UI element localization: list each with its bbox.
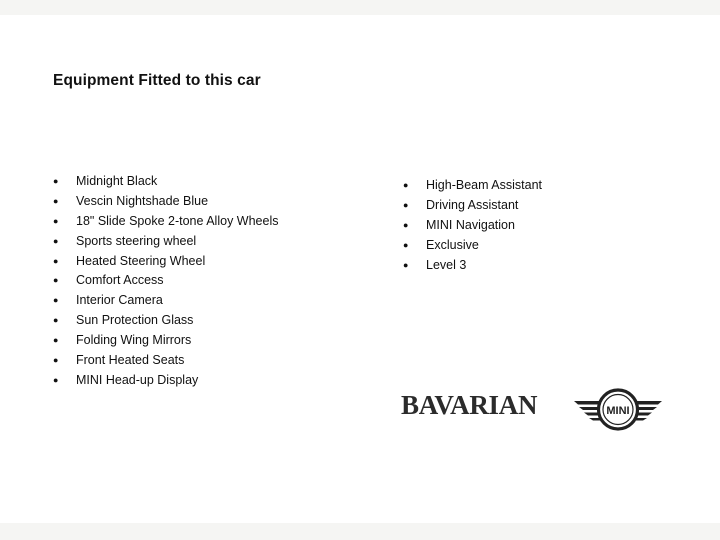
list-item-label: 18" Slide Spoke 2-tone Alloy Wheels <box>76 213 279 228</box>
list-item <box>53 252 278 272</box>
list-item-label: Midnight Black <box>76 174 158 188</box>
list-item-label: MINI Navigation <box>426 217 515 232</box>
list-item <box>403 196 542 216</box>
list-item <box>403 256 542 276</box>
list-item-label: Comfort Access <box>76 273 164 288</box>
list-item <box>53 271 278 291</box>
list-item-label: MINI Head-up Display <box>76 372 199 387</box>
bullet-icon: ● <box>53 235 59 246</box>
list-item <box>53 311 278 331</box>
list-item-label: High-Beam Assistant <box>426 178 543 192</box>
bullet-icon: ● <box>403 199 409 210</box>
list-item-label: Driving Assistant <box>426 197 519 212</box>
list-item-label: Level 3 <box>426 257 467 272</box>
page-title: Equipment Fitted to this car <box>53 72 261 89</box>
document-page <box>0 15 720 523</box>
bullet-icon: ● <box>53 195 59 206</box>
mini-logo-text: MINI <box>606 405 630 417</box>
bullet-icon: ● <box>53 335 59 346</box>
list-item <box>403 216 542 236</box>
mini-logo-icon <box>572 387 664 431</box>
list-item <box>403 236 542 256</box>
list-item <box>53 371 278 391</box>
list-item <box>53 331 278 351</box>
list-item-label: Exclusive <box>426 237 479 252</box>
bullet-icon: ● <box>53 176 59 186</box>
list-item-label: Heated Steering Wheel <box>76 253 206 268</box>
bullet-icon: ● <box>53 355 59 366</box>
equipment-list-left <box>53 172 278 391</box>
bullet-icon: ● <box>53 275 59 286</box>
list-item-label: Sports steering wheel <box>76 233 197 248</box>
equipment-list-right <box>403 176 542 275</box>
bullet-icon: ● <box>403 180 409 190</box>
list-item-label: Front Heated Seats <box>76 353 185 368</box>
list-item <box>403 176 542 196</box>
bullet-icon: ● <box>53 315 59 326</box>
bullet-icon: ● <box>403 239 409 250</box>
bavarian-logo: BAVARIAN <box>401 390 538 420</box>
bullet-icon: ● <box>53 215 59 226</box>
bullet-icon: ● <box>403 259 409 270</box>
bullet-icon: ● <box>53 374 59 385</box>
list-item <box>53 172 278 192</box>
list-item-label: Vescin Nightshade Blue <box>76 193 209 208</box>
list-item <box>53 291 278 311</box>
list-item <box>53 351 278 371</box>
bullet-icon: ● <box>403 219 409 230</box>
list-item <box>53 232 278 252</box>
list-item-label: Sun Protection Glass <box>76 313 194 328</box>
list-item-label: Folding Wing Mirrors <box>76 333 192 348</box>
list-item-label: Interior Camera <box>76 293 163 308</box>
list-item <box>53 192 278 212</box>
list-item <box>53 212 278 232</box>
bullet-icon: ● <box>53 295 59 306</box>
bullet-icon: ● <box>53 255 59 266</box>
